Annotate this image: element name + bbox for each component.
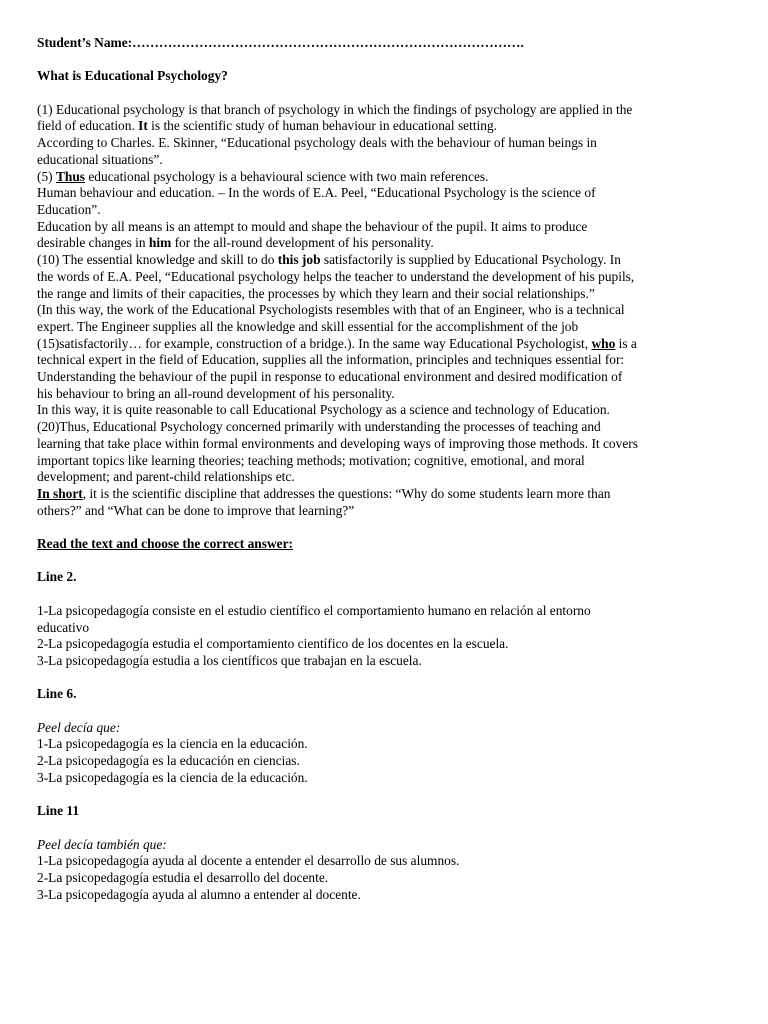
passage-line: Education”. [37, 202, 101, 217]
passage-line: Education by all means is an attempt to mould and shape the behaviour of the pupil. It aims to produce [37, 218, 588, 234]
instructions-heading: Read the text and choose the correct answer: [37, 536, 293, 552]
passage-line: development; and parent-child relationships etc. [37, 469, 295, 485]
passage-line: Human behaviour and education. – In the words of E.A. Peel, “Educational Psychology is the science of [37, 185, 596, 201]
passage-line: desirable changes in him for the all-round development of his personality. [37, 235, 434, 251]
question-line-2 [37, 569, 737, 669]
passage-line: field of education. It is the scientific study of human behaviour in educational setting. [37, 118, 498, 134]
reading-passage [37, 102, 737, 520]
highlight-this-job: this job [277, 252, 321, 268]
passage-line: important topics like learning theories; teaching methods; motivation; cognitive, emotional, and moral [37, 452, 585, 468]
answer-option: 2-La psicopedagogía estudia el desarrollo del docente. [37, 870, 329, 886]
answer-option: 3-La psicopedagogía estudia a los científicos que trabajan en la escuela. [37, 652, 422, 668]
passage-line: technical expert in the field of Education, supplies all the information, principles and techniques essential for: [37, 352, 625, 368]
question-label: Line 6. [37, 686, 77, 702]
passage-line: his behaviour to bring an all-round development of his personality. [37, 385, 395, 401]
worksheet-content [37, 35, 737, 903]
student-name-label: Student’s Name: [37, 35, 133, 50]
passage-line: expert. The Engineer supplies all the knowledge and skill essential for the accomplishment of the job [37, 318, 579, 334]
highlight-it: It [138, 118, 148, 134]
highlight-thus: Thus [55, 168, 86, 184]
answer-option: 2-La psicopedagogía estudia el comportamiento científico de los docentes en la escuela. [37, 636, 509, 652]
passage-line: According to Charles. E. Skinner, “Educational psychology deals with the behaviour of human beings in [37, 135, 597, 151]
highlight-who: who [591, 335, 616, 351]
passage-line: the words of E.A. Peel, “Educational psychology helps the teacher to understand the development of his pupils, [37, 268, 635, 284]
student-name-line [37, 35, 737, 52]
highlight-him: him [148, 235, 172, 251]
question-label: Line 11 [37, 803, 80, 819]
answer-option: 1-La psicopedagogía ayuda al docente a entender el desarrollo de sus alumnos. [37, 853, 460, 869]
passage-line: others?” and “What can be done to improve that learning?” [37, 502, 355, 518]
passage-line: (1) Educational psychology is that branch of psychology in which the findings of psychology are applied in the [37, 101, 633, 117]
passage-line: learning that take place within formal environments and developing ways of improving those methods. It covers [37, 435, 638, 451]
question-prompt: Peel decía también que: [37, 836, 167, 852]
answer-option: 1-La psicopedagogía es la ciencia en la educación. [37, 736, 308, 752]
passage-line: (15)satisfactorily… for example, construction of a bridge.). In the same way Educational Psychologist, who is a [37, 335, 637, 351]
question-line-11 [37, 803, 737, 903]
question-prompt: Peel decía que: [37, 719, 121, 735]
question-line-6 [37, 686, 737, 786]
passage-line: (5) Thus educational psychology is a behavioural science with two main references. [37, 168, 489, 184]
student-name-blank: ……………………………………………………………………………. [132, 35, 524, 50]
answer-option: 3-La psicopedagogía es la ciencia de la educación. [37, 769, 308, 785]
passage-line: the range and limits of their capacities, the processes by which they learn and their social relationships.” [37, 285, 595, 301]
passage-line: Understanding the behaviour of the pupil in response to educational environment and desired modification of [37, 369, 623, 385]
passage-line: In this way, it is quite reasonable to call Educational Psychology as a science and technology of Education. [37, 402, 610, 418]
passage-line: (20)Thus, Educational Psychology concerned primarily with understanding the processes of teaching and [37, 419, 601, 435]
question-label: Line 2. [37, 569, 77, 585]
answer-option: 3-La psicopedagogía ayuda al alumno a entender al docente. [37, 886, 361, 902]
passage-line: In short, it is the scientific discipline that addresses the questions: “Why do some students learn more than [37, 485, 611, 501]
document-title: What is Educational Psychology? [37, 68, 228, 84]
highlight-in-short: In short [37, 485, 83, 501]
answer-option: educativo [37, 619, 90, 635]
passage-line: educational situations”. [37, 151, 163, 167]
passage-line: (In this way, the work of the Educational Psychologists resembles with that of an Engineer, who is a technical [37, 302, 625, 318]
answer-option: 1-La psicopedagogía consiste en el estudio científico el comportamiento humano en relación al entorno [37, 602, 591, 618]
answer-option: 2-La psicopedagogía es la educación en ciencias. [37, 753, 300, 769]
passage-line: (10) The essential knowledge and skill to do this job satisfactorily is supplied by Educational Psychology. In [37, 252, 621, 268]
